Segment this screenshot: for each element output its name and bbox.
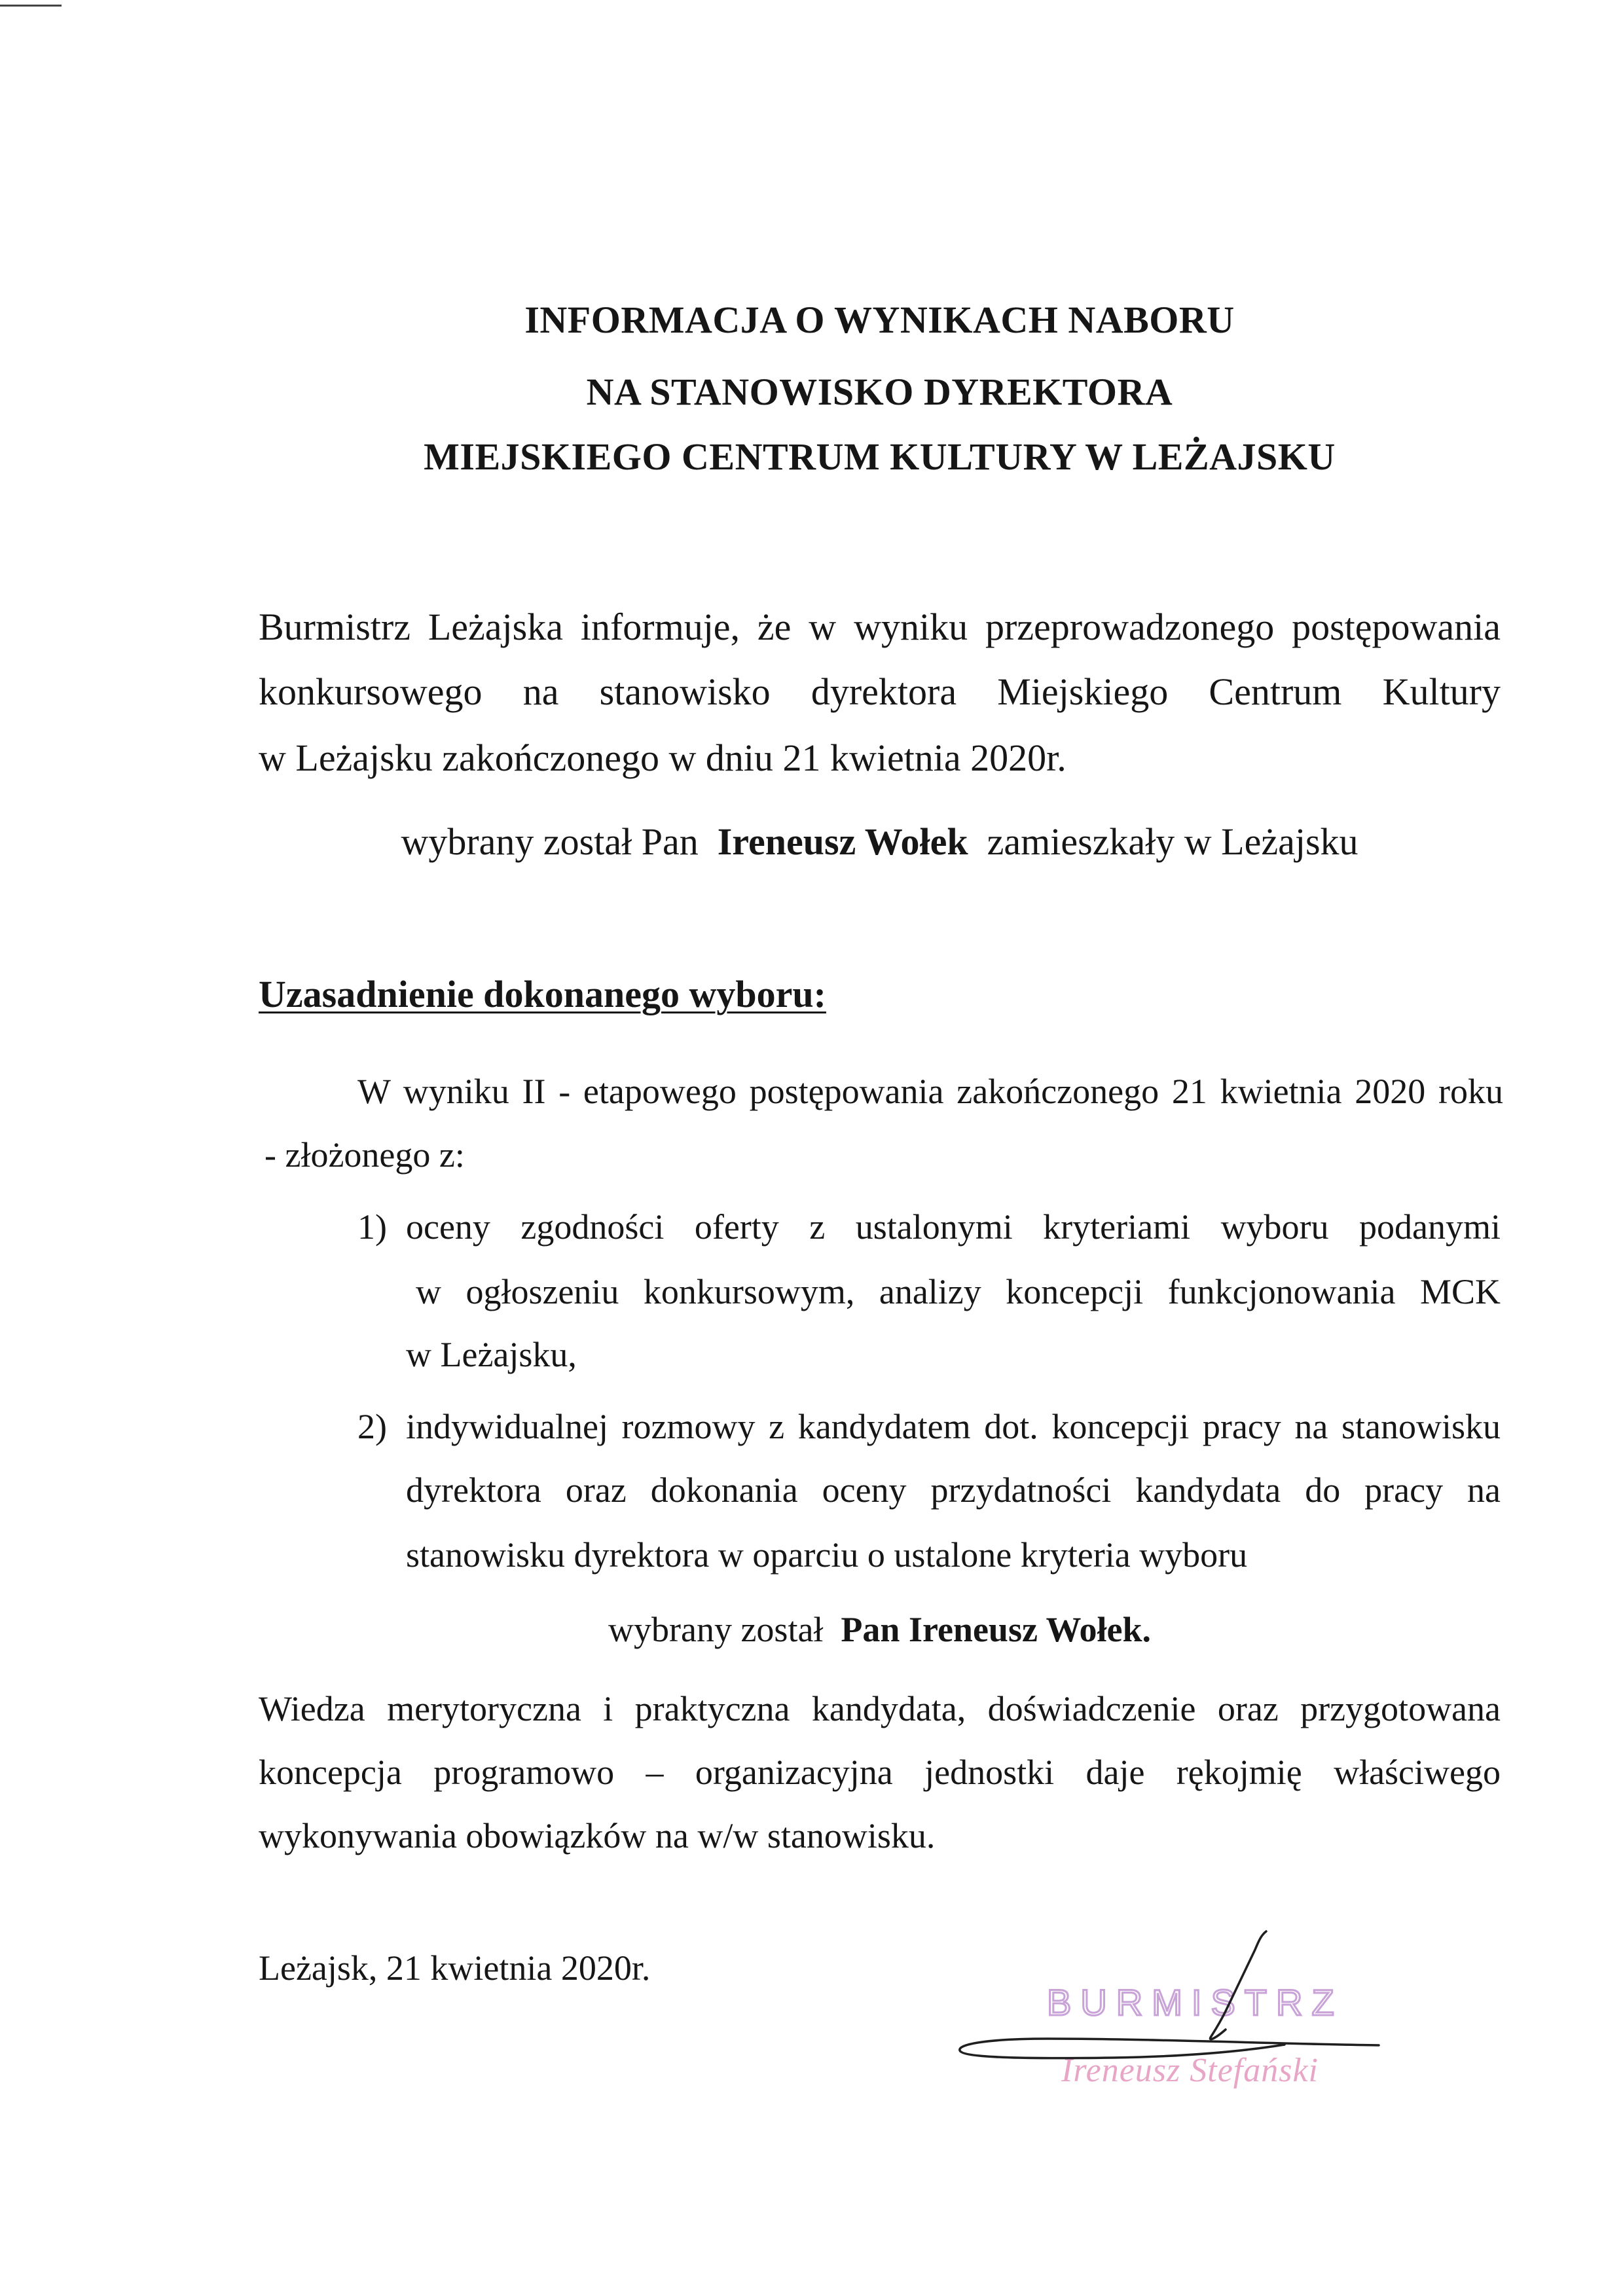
document-title-line: MIEJSKIEGO CENTRUM KULTURY W LEŻAJSKU	[424, 435, 1336, 478]
selection-suffix: zamieszkały w Leżajsku	[987, 820, 1359, 863]
intro-line: w Leżajsku zakończonego w dniu 21 kwietnia 2020r.	[259, 737, 1067, 779]
criteria-item-line: indywidualnej rozmowy z kandydatem dot. koncepcji pracy na stanowisku	[406, 1407, 1501, 1446]
criteria-item-line: stanowisku dyrektora w oparciu o ustalone kryteria wyboru	[406, 1535, 1248, 1575]
closing-line: Wiedza merytoryczna i praktyczna kandydata, doświadczenie oraz przygotowana	[259, 1689, 1501, 1728]
criteria-item-line: oceny zgodności oferty z ustalonymi kryteriami wyboru podanymi	[406, 1207, 1501, 1247]
scan-edge-mark	[0, 5, 62, 7]
criteria-item-line: w ogłoszeniu konkursowym, analizy koncepcji funkcjonowania MCK	[416, 1272, 1501, 1311]
selection-statement	[259, 820, 1501, 864]
document-title-line: NA STANOWISKO DYREKTORA	[586, 371, 1173, 413]
stamp-title: BURMISTRZ	[1047, 1982, 1343, 2023]
criteria-item-marker: 1)	[357, 1207, 387, 1247]
result-statement	[259, 1609, 1501, 1650]
document-title-line: INFORMACJA O WYNIKACH NABORU	[524, 299, 1235, 341]
selection-prefix: wybrany został Pan	[401, 820, 699, 863]
place-date: Leżajsk, 21 kwietnia 2020r.	[259, 1948, 651, 1988]
signature-stroke	[960, 2039, 1379, 2058]
procedure-line: - złożonego z:	[264, 1135, 465, 1175]
candidate-name: Ireneusz Wołek	[717, 820, 968, 863]
result-candidate-name: Pan Ireneusz Wołek.	[841, 1610, 1151, 1649]
signature-stroke	[1210, 1931, 1266, 2039]
justification-heading: Uzasadnienie dokonanego wyboru:	[259, 973, 826, 1015]
result-prefix: wybrany został	[608, 1610, 824, 1649]
signature	[917, 1899, 1440, 2108]
criteria-item-line: dyrektora oraz dokonania oceny przydatności kandydata do pracy na	[406, 1470, 1501, 1510]
criteria-item-marker: 2)	[357, 1407, 387, 1446]
closing-line: koncepcja programowo – organizacyjna jednostki daje rękojmię właściwego	[259, 1753, 1501, 1792]
closing-line: wykonywania obowiązków na w/w stanowisku.	[259, 1816, 936, 1855]
intro-line: konkursowego na stanowisko dyrektora Miejskiego Centrum Kultury	[259, 670, 1501, 713]
intro-line: Burmistrz Leżajska informuje, że w wyniku przeprowadzonego postępowania	[259, 606, 1501, 648]
criteria-item-line: w Leżajsku,	[406, 1335, 577, 1374]
procedure-line: W wyniku II - etapowego postępowania zakończonego 21 kwietnia 2020 roku	[357, 1072, 1503, 1111]
stamp-name: Ireneusz Stefański	[1061, 2052, 1319, 2089]
